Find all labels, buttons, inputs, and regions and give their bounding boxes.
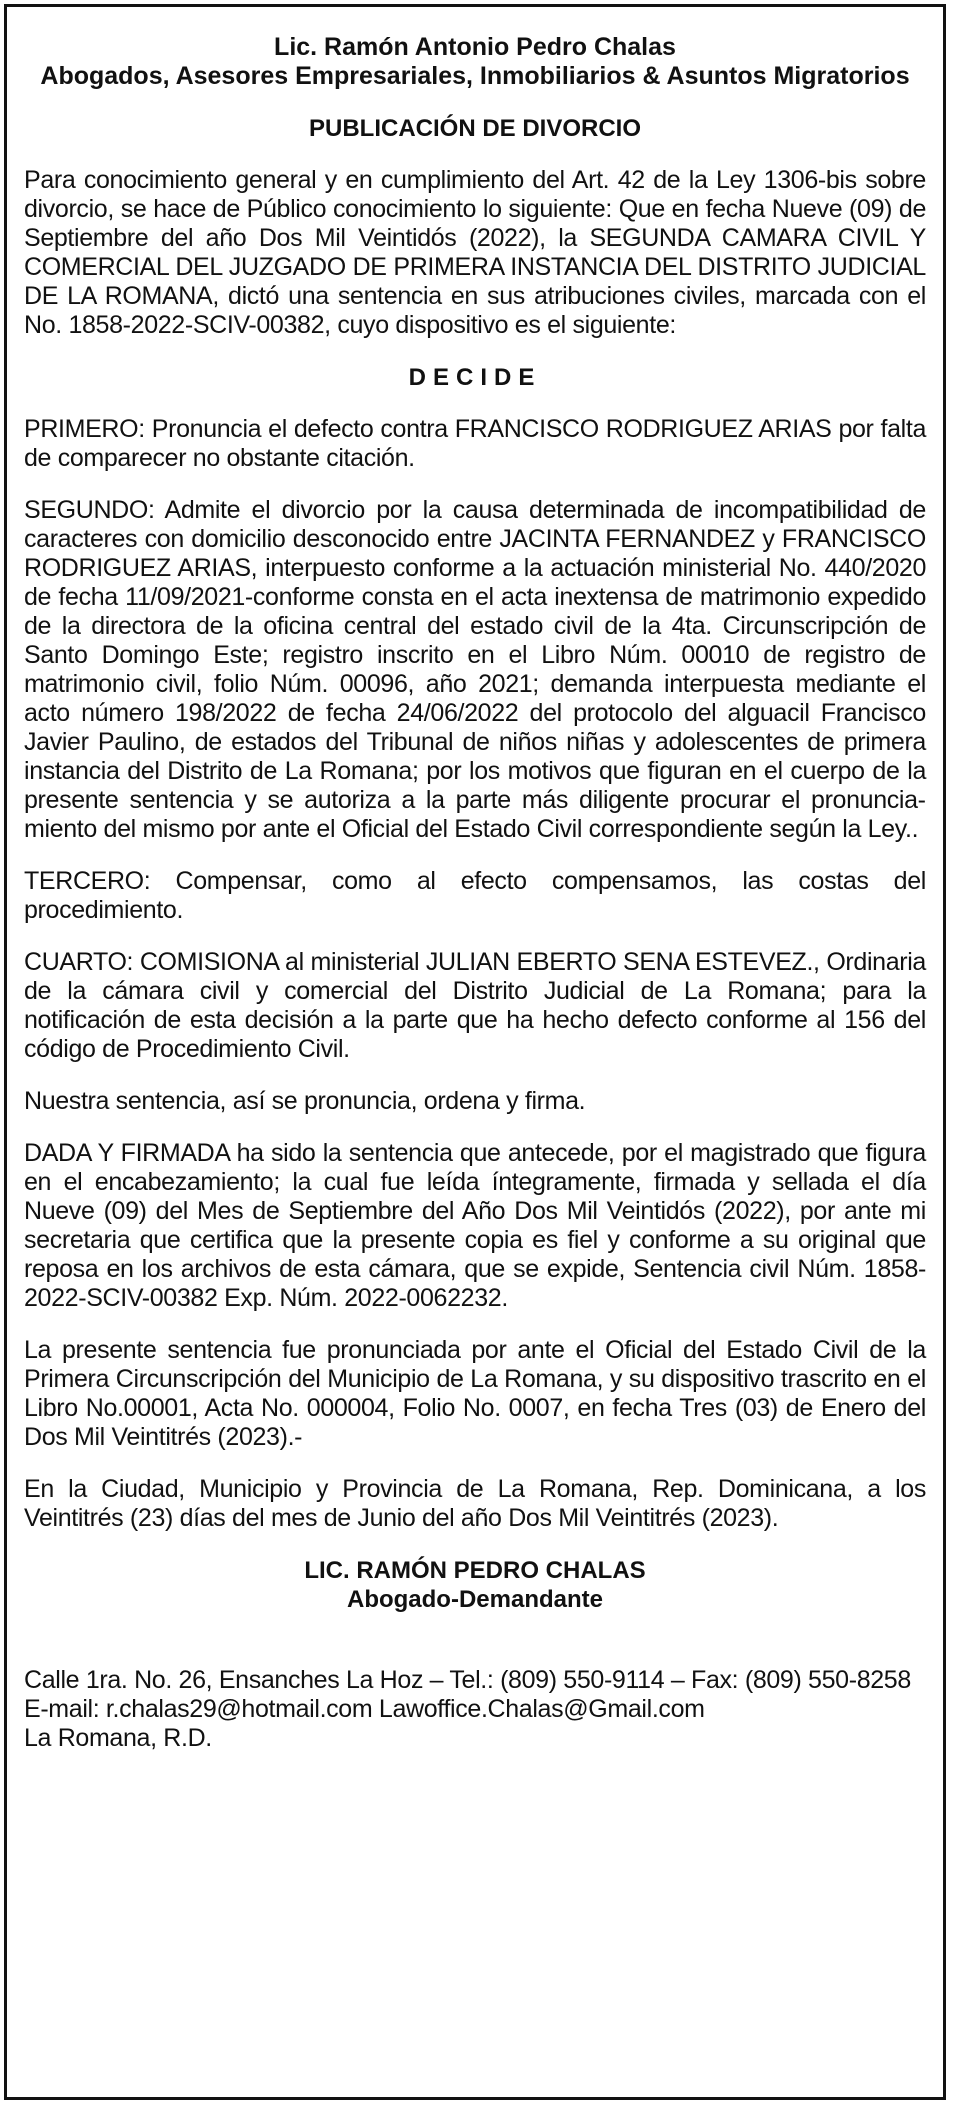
firm-name: Lic. Ramón Antonio Pedro Chalas [274,33,676,61]
paragraph-nuestra-sentencia: Nuestra sentencia, así se pronuncia, ordena y firma. [24,1087,586,1115]
contact-city: La Romana, R.D. [24,1724,212,1752]
signature-name: LIC. RAMÓN PEDRO CHALAS [304,1557,646,1584]
paragraph-segundo: SEGUNDO: Admite el divorcio por la causa determinada de incompatibilidad de caracteres con domicilio desconocido entre JACINTA FERNANDEZ y FRANCISCO RODRIGUEZ ARIAS, interpuesto conforme a la actuación ministerial No. 440/2020 de fecha 11/09/2021-conforme consta en el acta inextensa de matrimonio expedido de la directora de la oficina central del estado civil de la 4ta. Circunscripción de Santo Domingo Este; registro inscrito en el Libro Núm. 00010 de registro de matrimonio civil, folio Núm. 00096, año 2021; demanda interpuesta mediante el acto número 198/2022 de fecha 24/06/2022 del protocolo del alguacil Francisco Javier Paulino, de estados del Tribunal de niños niñas y adolescentes de primera instancia del Distrito de La Romana; por los motivos que figuran en el cuerpo de la presente sentencia y se autoriza a la parte más diligente procurar el pronunciamiento del mismo por ante el Oficial del Estado Civil correspondiente según la Ley.. [24,496,926,843]
contact-email: E-mail: r.chalas29@hotmail.com Lawoffice.Chalas@Gmail.com [24,1695,705,1723]
signature-block [24,1556,926,1614]
paragraph-ciudad-fecha: En la Ciudad, Municipio y Provincia de La Romana, Rep. Dominicana, a los Veintitrés (23) días del mes de Junio del año Dos Mil Veintitrés (2023). [24,1475,926,1532]
contact-block [24,1666,926,1753]
paragraph-primero: PRIMERO: Pronuncia el defecto contra FRANCISCO RODRIGUEZ ARIAS por falta de comparecer no obstante citación. [24,415,926,472]
firm-description: Abogados, Asesores Empresariales, Inmobiliarios & Asuntos Migratorios [40,62,910,90]
intro-paragraph: Para conocimiento general y en cumplimiento del Art. 42 de la Ley 1306-bis sobre divorcio, se hace de Público conocimiento lo siguiente: Que en fecha Nueve (09) de Septiembre del año Dos Mil Veintidós (2022), la SEGUNDA CAMARA CIVIL Y COMERCIAL DEL JUZGADO DE PRIMERA INSTANCIA DEL DISTRITO JUDICIAL DE LA ROMANA, dictó una sentencia en sus atribuciones civiles, marcada con el No. 1858-2022-SCIV-00382, cuyo dispositivo es el siguiente: [24,166,926,339]
notice-frame [4,4,946,2100]
paragraph-cuarto: CUARTO: COMISIONA al ministerial JULIAN EBERTO SENA ESTEVEZ., Ordinaria de la cámara civil y comercial del Distrito Judicial de La Romana; para la notificación de esta decisión a la parte que ha hecho defecto conforme al 156 del código de Procedimiento Civil. [24,948,926,1063]
signature-role: Abogado-Demandante [346,1586,603,1613]
notice-title: PUBLICACIÓN DE DIVORCIO [308,115,641,142]
contact-address: Calle 1ra. No. 26, Ensanches La Hoz – Tel.: (809) 550-9114 – Fax: (809) 550-8258 [24,1666,911,1694]
paragraph-dada-y-firmada: DADA Y FIRMADA ha sido la sentencia que antecede, por el magistrado que figura en el encabezamiento; la cual fue leída íntegramente, firmada y sellada el día Nueve (09) del Mes de Septiembre del Año Dos Mil Veintidós (2022), por ante mi secretaria que certifica que la presente copia es fiel y conforme a su original que reposa en los archivos de esta cámara, que se expide, Sentencia civil Núm. 1858-2022-SCIV-00382 Exp. Núm. 2022-0062232. [24,1139,926,1312]
paragraph-presente-sentencia: La presente sentencia fue pronunciada por ante el Oficial del Estado Civil de la Primera Circunscripción del Municipio de La Romana, y su dispositivo trascrito en el Libro No.00001, Acta No. 000004, Folio No. 0007, en fecha Tres (03) de Enero del Dos Mil Veintitrés (2023).- [24,1336,926,1451]
firm-header [24,33,926,91]
paragraph-tercero: TERCERO: Compensar, como al efecto compensamos, las costas del procedimiento. [24,867,926,924]
decide-heading: DECIDE [408,364,542,391]
